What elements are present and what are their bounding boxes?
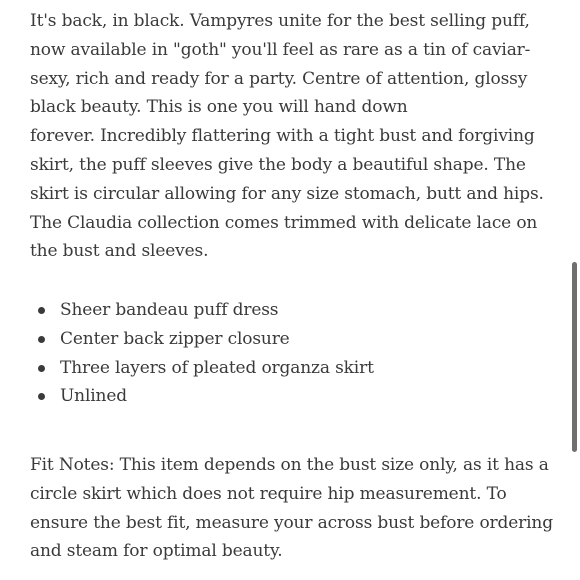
description-paragraph: [30, 7, 550, 266]
bullet-icon: [38, 336, 45, 343]
fit-notes: [30, 451, 553, 566]
bullet-icon: [38, 365, 45, 372]
description-line: black beauty. This is one you will hand down: [30, 97, 408, 118]
list-item: [38, 296, 374, 325]
description-line: sexy, rich and ready for a party. Centre of attention, glossy: [30, 68, 528, 89]
feature-text: Center back zipper closure: [60, 328, 290, 349]
description-line: now available in "goth" you'll feel as rare as a tin of caviar-: [30, 39, 531, 60]
list-item: [38, 354, 374, 383]
description-line: The Claudia collection comes trimmed with delicate lace on: [30, 212, 538, 233]
feature-text: Three layers of pleated organza skirt: [60, 357, 374, 378]
fit-notes-line: Fit Notes: This item depends on the bust size only, as it has a: [30, 455, 549, 475]
fit-notes-line: circle skirt which does not require hip measurement. To: [30, 483, 507, 504]
fit-notes-paragraph: [30, 451, 553, 566]
fit-notes-line: ensure the best fit, measure your across bust before ordering: [30, 512, 553, 533]
bullet-icon: [38, 307, 45, 314]
description-line: skirt, the puff sleeves give the body a beautiful shape. The: [30, 154, 526, 175]
scrollbar-thumb[interactable]: [572, 262, 577, 452]
bullet-icon: [38, 393, 45, 400]
fit-notes-line: and steam for optimal beauty.: [30, 541, 283, 562]
feature-list: [38, 296, 374, 411]
feature-text: Unlined: [60, 386, 127, 407]
list-item: [38, 325, 374, 354]
feature-text: Sheer bandeau puff dress: [60, 300, 279, 320]
description-line: skirt is circular allowing for any size stomach, butt and hips.: [30, 183, 544, 204]
list-item: [38, 382, 374, 411]
description-line: the bust and sleeves.: [30, 241, 209, 262]
description-line: It's back, in black. Vampyres unite for the best selling puff,: [30, 11, 530, 31]
product-description: [30, 7, 550, 266]
description-line: forever. Incredibly flattering with a tight bust and forgiving: [30, 126, 535, 147]
